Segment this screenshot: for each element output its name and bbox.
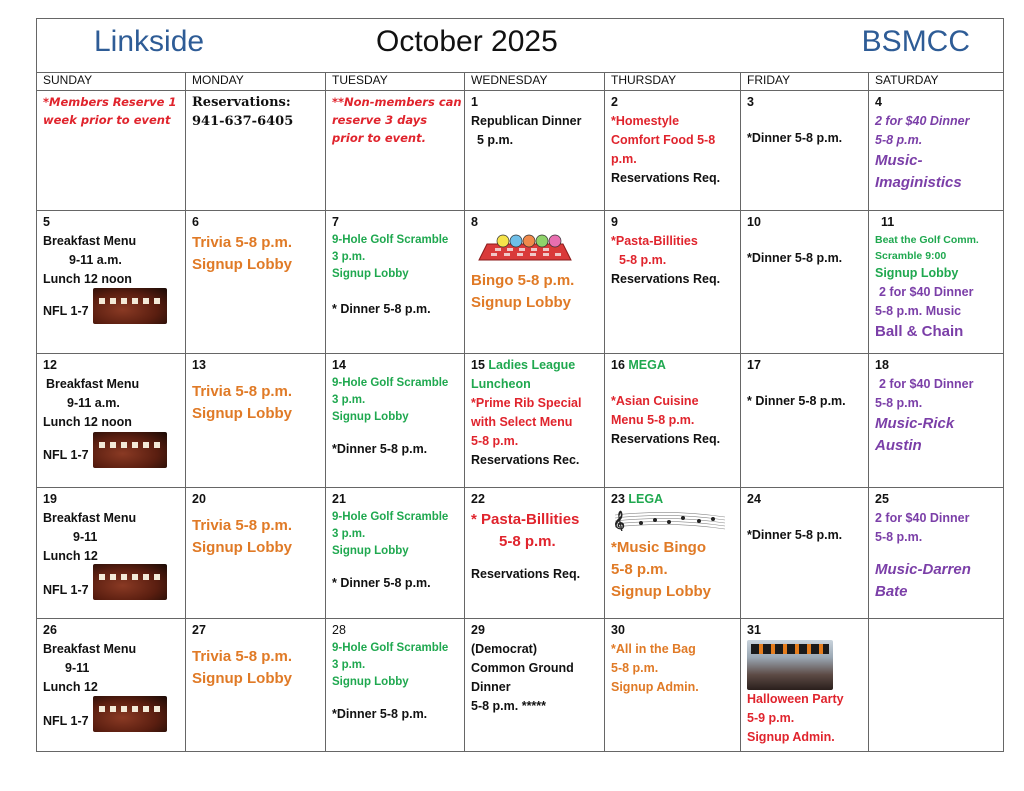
day-cell-10 [741, 211, 869, 354]
venue-title: Linkside [94, 25, 205, 58]
weekday-wednesday: WEDNESDAY [465, 73, 605, 91]
bingo-card-icon [473, 234, 577, 262]
month-title: October 2025 [376, 25, 558, 58]
day-cell-2 [605, 91, 741, 211]
event-text: Trivia 5-8 p.m. [192, 648, 293, 665]
members-note-cell [37, 91, 186, 211]
event-text: 9-Hole Golf Scramble [332, 642, 449, 654]
members-note: week prior to event [43, 113, 171, 127]
event-text: *Dinner 5-8 p.m. [332, 442, 428, 456]
event-text: 9-Hole Golf Scramble [332, 377, 449, 389]
day-number: 13 [192, 358, 206, 372]
day-cell-5 [37, 211, 186, 354]
day-cell-20 [186, 488, 326, 619]
nonmembers-note-cell [326, 91, 465, 211]
event-text: Beat the Golf Comm. [875, 234, 979, 246]
event-text: Scramble 9:00 [875, 250, 947, 262]
event-text: Reservations Rec. [471, 453, 580, 467]
event-text: Signup Lobby [192, 670, 292, 687]
reservations-cell [186, 91, 326, 211]
event-text: Trivia 5-8 p.m. [192, 383, 293, 400]
event-text: 9-11 [73, 530, 98, 544]
event-text: Signup Lobby [192, 405, 292, 422]
day-cell-9 [605, 211, 741, 354]
day-cell-27 [186, 619, 326, 752]
event-text: 5 p.m. [477, 133, 514, 147]
day-number: 18 [875, 358, 889, 372]
day-cell-17 [741, 354, 869, 488]
event-text: 3 p.m. [332, 659, 366, 671]
event-text: 3 p.m. [332, 528, 366, 540]
event-text: 5-8 p.m. [611, 661, 659, 675]
football-icon [93, 432, 167, 468]
day-number: 16 [611, 358, 625, 372]
day-cell-6 [186, 211, 326, 354]
weekday-row [37, 73, 1004, 91]
day-number: 27 [192, 623, 206, 637]
week-3 [37, 354, 1004, 488]
event-text: 2 for $40 Dinner [875, 114, 970, 128]
day-number: 28 [332, 623, 346, 637]
event-text: *Pasta-Billities [611, 234, 698, 248]
day-cell-12 [37, 354, 186, 488]
event-text: p.m. [611, 152, 637, 166]
event-text: NFL 1-7 [43, 714, 89, 728]
day-number-row [471, 356, 598, 375]
day-number: 4 [875, 95, 882, 109]
week-4 [37, 488, 1004, 619]
event-text: Signup Lobby [332, 676, 409, 688]
reservations-phone: 941-637-6405 [192, 114, 294, 129]
week-5 [37, 619, 1004, 752]
day-number: 30 [611, 623, 625, 637]
event-text: 9-Hole Golf Scramble [332, 511, 449, 523]
event-text: (Democrat) [471, 642, 537, 656]
day-cell-21 [326, 488, 465, 619]
event-text: Lunch 12 noon [43, 415, 132, 429]
day-cell-24 [741, 488, 869, 619]
event-text: 2 for $40 Dinner [875, 511, 970, 525]
event-text: 5-8 p.m. [875, 133, 923, 147]
event-text: 5-8 p.m. [499, 533, 556, 550]
event-text: 5-8 p.m. [875, 530, 923, 544]
day-number: 7 [332, 215, 339, 229]
event-text: Ball & Chain [875, 323, 964, 340]
weekday-monday: MONDAY [186, 73, 326, 91]
event-text: Bingo 5-8 p.m. [471, 272, 575, 289]
football-icon [93, 696, 167, 732]
event-text: *Dinner 5-8 p.m. [747, 251, 843, 265]
event-text: with Select Menu [471, 415, 573, 429]
event-text: *Asian Cuisine [611, 394, 699, 408]
day-number: 23 [611, 492, 625, 506]
event-text: 5-8 p.m. Music [875, 304, 962, 318]
event-text: 3 p.m. [332, 394, 366, 406]
event-text: 5-8 p.m. [619, 253, 667, 267]
event-text: Lunch 12 [43, 549, 98, 563]
event-text: Signup Lobby [332, 268, 409, 280]
event-text: 3 p.m. [332, 251, 366, 263]
event-text: * Pasta-Billities [471, 511, 580, 528]
nonmembers-note: **Non-members can [332, 95, 462, 109]
football-icon [93, 564, 167, 600]
day-cell-28 [326, 619, 465, 752]
event-text: Comfort Food 5-8 [611, 133, 716, 147]
reservations-label: Reservations: [192, 95, 291, 110]
event-text: Breakfast Menu [43, 511, 137, 525]
event-text: *Dinner 5-8 p.m. [332, 707, 428, 721]
event-text: 9-Hole Golf Scramble [332, 234, 449, 246]
event-text: Reservations Req. [611, 272, 721, 286]
nonmembers-note: reserve 3 days [332, 113, 428, 127]
event-text: 9-11 a.m. [69, 253, 122, 267]
event-text: *Prime Rib Special [471, 396, 582, 410]
event-text: Menu 5-8 p.m. [611, 413, 695, 427]
event-text: NFL 1-7 [43, 583, 89, 597]
day-number: 31 [747, 623, 761, 637]
day-number: 2 [611, 95, 618, 109]
event-text: LEGA [628, 492, 664, 506]
day-number: 22 [471, 492, 485, 506]
day-number: 11 [881, 215, 895, 229]
day-cell-11 [869, 211, 1004, 354]
day-number: 25 [875, 492, 889, 506]
event-text: *Dinner 5-8 p.m. [747, 131, 843, 145]
svg-text:𝄞: 𝄞 [613, 510, 625, 531]
day-number: 15 [471, 358, 485, 372]
event-text: Halloween Party [747, 692, 844, 706]
week-1 [37, 91, 1004, 211]
day-number-row [611, 356, 734, 375]
event-text: Austin [875, 437, 922, 454]
event-text: NFL 1-7 [43, 304, 89, 318]
day-number: 5 [43, 215, 50, 229]
day-number: 10 [747, 215, 761, 229]
event-text: 5-8 p.m. [471, 434, 519, 448]
day-cell-4 [869, 91, 1004, 211]
event-text: Trivia 5-8 p.m. [192, 234, 293, 251]
event-text: 2 for $40 Dinner [879, 285, 974, 299]
event-text: Republican Dinner [471, 114, 582, 128]
event-text: Music-Rick [875, 415, 955, 432]
football-icon [93, 288, 167, 324]
empty-cell [869, 619, 1004, 752]
day-number: 17 [747, 358, 761, 372]
day-number: 8 [471, 215, 478, 229]
weekday-tuesday: TUESDAY [326, 73, 465, 91]
day-cell-30 [605, 619, 741, 752]
day-number: 21 [332, 492, 346, 506]
event-text: Luncheon [471, 377, 531, 391]
event-text: Dinner [471, 680, 511, 694]
event-text: Lunch 12 [43, 680, 98, 694]
day-cell-14 [326, 354, 465, 488]
event-text: 9-11 a.m. [67, 396, 120, 410]
nonmembers-note: prior to event. [332, 131, 426, 145]
day-cell-25 [869, 488, 1004, 619]
day-cell-18 [869, 354, 1004, 488]
halloween-party-photo [747, 640, 833, 690]
event-text: * Dinner 5-8 p.m. [332, 576, 431, 590]
event-text: * Dinner 5-8 p.m. [332, 302, 431, 316]
event-text: * Dinner 5-8 p.m. [747, 394, 846, 408]
calendar-header [37, 19, 1004, 73]
event-text: *Music Bingo [611, 539, 707, 556]
day-cell-15 [465, 354, 605, 488]
day-number: 20 [192, 492, 206, 506]
event-text: Signup Lobby [192, 256, 292, 273]
day-cell-19 [37, 488, 186, 619]
day-cell-7 [326, 211, 465, 354]
day-number: 1 [471, 95, 478, 109]
event-text: Signup Lobby [192, 539, 292, 556]
event-text: 5-8 p.m. [875, 396, 923, 410]
weekday-saturday: SATURDAY [869, 73, 1004, 91]
day-number: 9 [611, 215, 618, 229]
event-text: Reservations Req. [611, 432, 721, 446]
event-text: 2 for $40 Dinner [879, 377, 974, 391]
day-cell-3 [741, 91, 869, 211]
event-text: NFL 1-7 [43, 448, 89, 462]
event-text: 5-9 p.m. [747, 711, 795, 725]
event-text: Signup Admin. [611, 680, 699, 694]
music-notes-icon [611, 509, 729, 531]
event-text: Ladies League [488, 358, 576, 372]
day-number: 19 [43, 492, 57, 506]
day-number: 29 [471, 623, 485, 637]
day-number-row [611, 490, 734, 509]
day-number: 26 [43, 623, 57, 637]
day-cell-8 [465, 211, 605, 354]
club-title: BSMCC [861, 25, 971, 58]
day-number: 6 [192, 215, 199, 229]
event-text: Breakfast Menu [46, 377, 140, 391]
event-text: 5-8 p.m. [611, 561, 668, 578]
event-text: Lunch 12 noon [43, 272, 132, 286]
event-text: *Homestyle [611, 114, 680, 128]
day-cell-31 [741, 619, 869, 752]
event-text: Imaginistics [875, 174, 962, 191]
event-text: *Dinner 5-8 p.m. [747, 528, 843, 542]
members-note: *Members Reserve 1 [43, 95, 177, 109]
october-calendar [36, 18, 1004, 752]
day-cell-29 [465, 619, 605, 752]
day-number: 12 [43, 358, 57, 372]
weekday-sunday: SUNDAY [37, 73, 186, 91]
event-text: 5-8 p.m. ***** [471, 699, 547, 713]
day-cell-22 [465, 488, 605, 619]
day-number: 24 [747, 492, 761, 506]
day-cell-13 [186, 354, 326, 488]
week-2 [37, 211, 1004, 354]
event-text: Signup Lobby [332, 545, 409, 557]
event-text: 9-11 [65, 661, 90, 675]
event-text: *All in the Bag [611, 642, 696, 656]
event-text: Music-Darren [875, 561, 971, 578]
event-text: MEGA [628, 358, 666, 372]
event-text: Signup Lobby [471, 294, 571, 311]
event-text: Music- [875, 152, 923, 169]
event-text: Reservations Req. [611, 171, 721, 185]
event-text: Bate [875, 583, 908, 600]
day-cell-1 [465, 91, 605, 211]
event-text: Trivia 5-8 p.m. [192, 517, 293, 534]
event-text: Signup Lobby [332, 411, 409, 423]
event-text: Signup Lobby [611, 583, 711, 600]
event-text: Signup Lobby [875, 266, 959, 280]
event-text: Signup Admin. [747, 730, 835, 744]
day-number: 3 [747, 95, 754, 109]
weekday-thursday: THURSDAY [605, 73, 741, 91]
day-cell-23 [605, 488, 741, 619]
event-text: Common Ground [471, 661, 574, 675]
day-number: 14 [332, 358, 346, 372]
event-text: Breakfast Menu [43, 642, 137, 656]
weekday-friday: FRIDAY [741, 73, 869, 91]
day-cell-26 [37, 619, 186, 752]
day-cell-16 [605, 354, 741, 488]
event-text: Reservations Req. [471, 567, 581, 581]
event-text: Breakfast Menu [43, 234, 137, 248]
